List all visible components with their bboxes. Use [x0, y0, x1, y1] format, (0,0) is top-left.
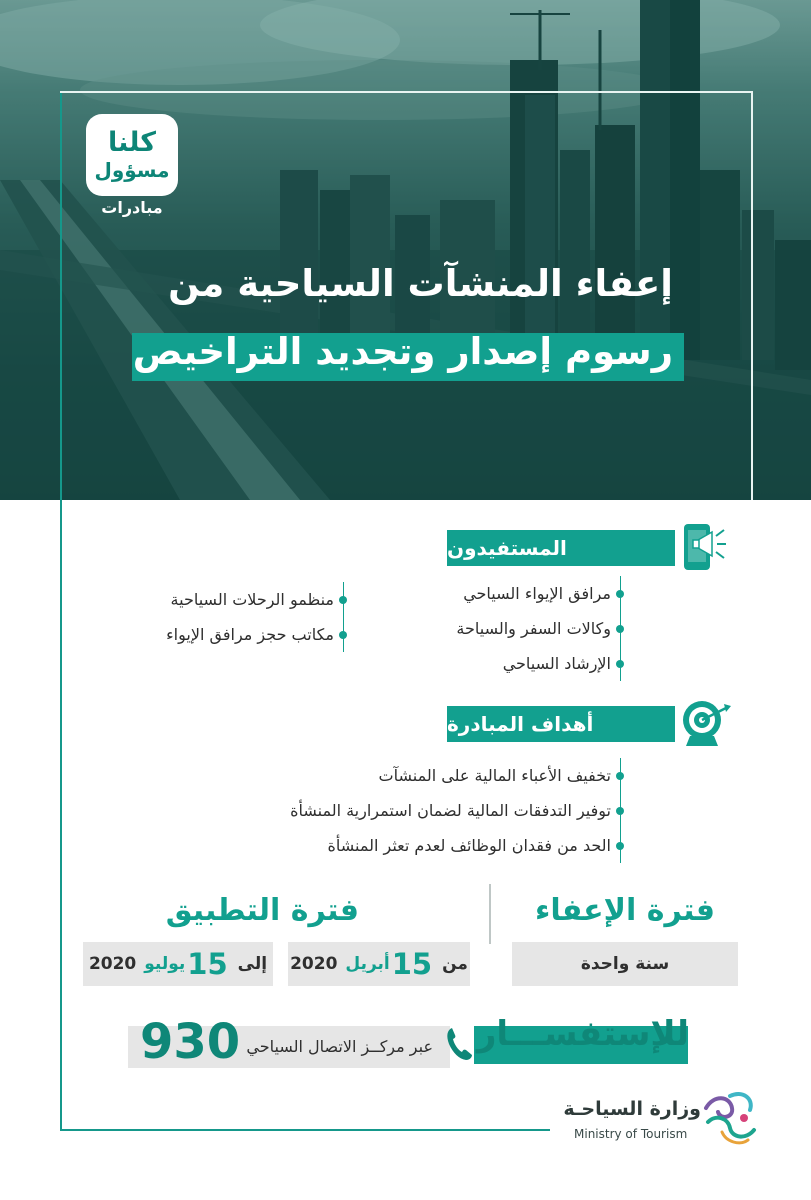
exemption-value: سنة واحدة: [580, 954, 670, 974]
target-icon: [680, 698, 732, 748]
bullet-dot: [616, 842, 624, 850]
list-item: مكاتب حجز مرافق الإيواء: [166, 617, 344, 652]
bullet-dot: [616, 590, 624, 598]
goals-list: [290, 758, 621, 863]
goals-heading: [447, 706, 675, 742]
logo-subtitle: مبادرات: [101, 198, 163, 217]
beneficiaries-list-right: [456, 576, 621, 681]
megaphone-phone-icon: [680, 522, 730, 574]
exemption-value-box: [512, 942, 738, 986]
ministry-name-english: Ministry of Tourism: [574, 1127, 688, 1141]
from-day: 15: [391, 947, 433, 981]
bullet-dot: [616, 625, 624, 633]
frame-top-line: [60, 91, 753, 93]
bullet-dot: [339, 596, 347, 604]
application-heading: فترة التطبيق: [165, 893, 359, 928]
goals-heading-text: أهداف المبادرة: [447, 712, 594, 736]
list-item: مرافق الإيواء السياحي: [456, 576, 621, 611]
phone-icon: [444, 1026, 474, 1062]
from-label: من: [442, 954, 468, 974]
contact-number[interactable]: 930: [140, 1014, 241, 1070]
frame-left-line: [60, 91, 62, 1131]
list-item: الحد من فقدان الوظائف لعدم تعثر المنشأة: [290, 828, 621, 863]
application-from-box: [288, 942, 470, 986]
to-month: يوليو: [144, 954, 186, 974]
logo-line-1: كلنا: [108, 127, 156, 158]
hero-banner: [0, 0, 811, 500]
logo-line-2: مسؤول: [94, 158, 170, 182]
bullet-dot: [616, 772, 624, 780]
contact-label: للإستفســـار: [476, 1014, 689, 1054]
from-year: 2020: [290, 954, 338, 974]
beneficiaries-heading-text: المستفيدون: [447, 536, 567, 560]
kulluna-masool-logo: [86, 114, 178, 196]
list-item: منظمو الرحلات السياحية: [166, 582, 344, 617]
bullet-dot: [339, 631, 347, 639]
to-label: إلى: [237, 954, 268, 974]
contact-description: عبر مركــز الاتصال السياحي: [246, 1037, 433, 1056]
page-title-line-2: رسوم إصدار وتجديد التراخيص: [132, 330, 673, 373]
page-title-line-1: إعفاء المنشآت السياحية من: [168, 262, 673, 305]
to-day: 15: [187, 947, 228, 981]
application-to-box: [83, 942, 273, 986]
bullet-dot: [616, 660, 624, 668]
frame-right-line: [751, 91, 753, 500]
frame-bottom-line: [60, 1129, 550, 1131]
exemption-heading: فترة الإعفاء: [534, 893, 715, 928]
list-item: وكالات السفر والسياحة: [456, 611, 621, 646]
ministry-name-arabic: وزارة السياحـة: [563, 1098, 701, 1120]
ministry-of-tourism-logo: [700, 1088, 760, 1148]
beneficiaries-heading: [447, 530, 675, 566]
list-item: الإرشاد السياحي: [456, 646, 621, 681]
beneficiaries-list-left: [166, 582, 344, 652]
list-item: توفير التدفقات المالية لضمان استمرارية المنشأة: [290, 793, 621, 828]
from-month: أبريل: [345, 954, 390, 974]
to-year: 2020: [88, 954, 137, 974]
period-divider: [489, 884, 491, 944]
bullet-dot: [616, 807, 624, 815]
list-item: تخفيف الأعباء المالية على المنشآت: [290, 758, 621, 793]
hero-color-overlay: [0, 0, 811, 500]
